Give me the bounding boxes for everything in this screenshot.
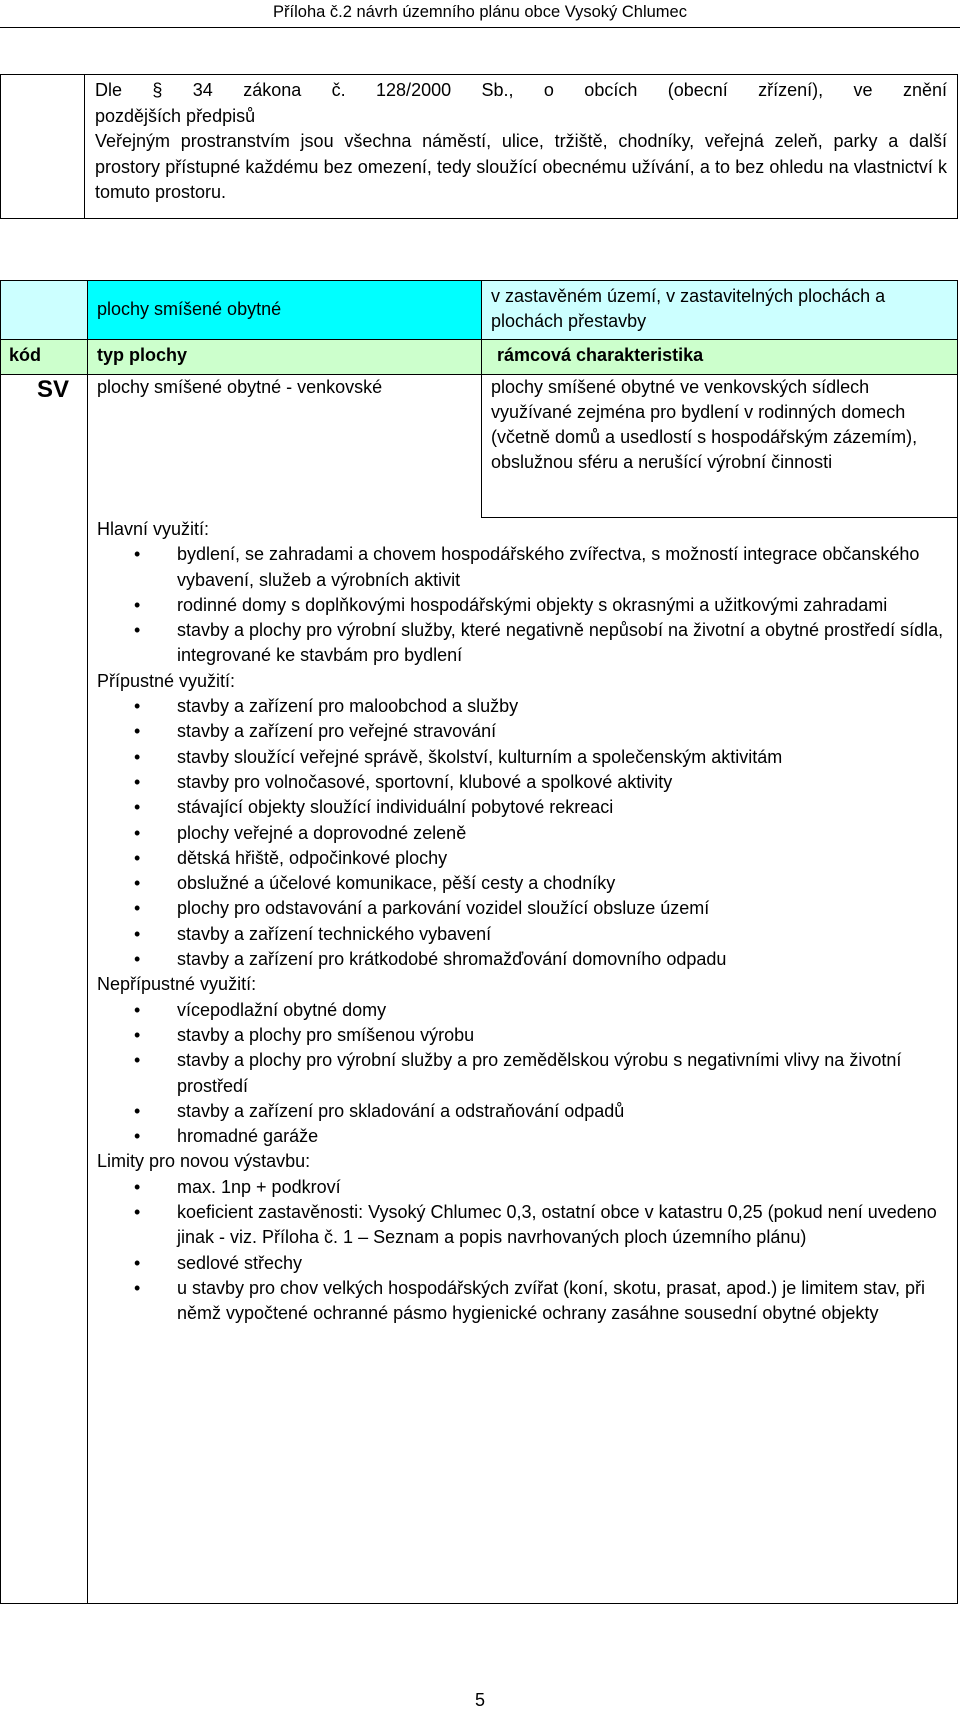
column-header-characteristic: rámcová charakteristika: [497, 345, 704, 365]
bullet-icon: •: [134, 873, 141, 894]
bullet-icon: •: [134, 1252, 141, 1273]
row-divider-1: [1, 339, 957, 340]
list-item: • stavby a zařízení pro skladování a odstraňování odpadů: [97, 1099, 947, 1124]
bullet-icon: •: [134, 999, 141, 1020]
construction-limits-list: [97, 1175, 947, 1327]
bullet-icon: •: [134, 544, 141, 565]
bullet-icon: •: [134, 721, 141, 742]
bullet-icon: •: [134, 1100, 141, 1121]
bullet-icon: •: [134, 620, 141, 641]
law-reference-continued: pozdějších předpisů: [95, 105, 256, 126]
prohibited-use-list: [97, 998, 947, 1150]
column-header-code: kód: [9, 345, 42, 365]
list-item: • obslužné a účelové komunikace, pěší cesty a chodníky: [97, 871, 947, 896]
bullet-icon: •: [134, 923, 141, 944]
public-space-definition-box: [0, 74, 958, 219]
bullet-icon: •: [134, 771, 141, 792]
list-item: • stavby pro volnočasové, sportovní, klubové a spolkové aktivity: [97, 770, 947, 795]
list-item: • u stavby pro chov velkých hospodářských zvířat (koní, skotu, prasat, apod.) je limitem stav, při němž vypočtené ochranné pásmo hygienické ochrany zasáhne sousední obytné objekty: [134, 1277, 925, 1324]
bullet-icon: •: [134, 1176, 141, 1197]
bullet-icon: •: [134, 847, 141, 868]
category-scope: v zastavěném území, v zastavitelných plochách a plochách přestavby: [491, 286, 886, 331]
list-item: • rodinné domy s doplňkovými hospodářskými objekty s okrasnými a užitkovými zahradami: [97, 593, 947, 618]
code-column-divider: [87, 281, 88, 1603]
list-item: • plochy veřejné a doprovodné zeleně: [97, 821, 947, 846]
list-item: • vícepodlažní obytné domy: [97, 998, 947, 1023]
bullet-icon: •: [134, 1126, 141, 1147]
land-use-table: [0, 280, 958, 1604]
column-header-type: typ plochy: [97, 345, 188, 365]
bullet-icon: •: [134, 1050, 141, 1071]
section-title-permitted-use: Přípustné využití:: [97, 670, 236, 691]
list-item: • stavby a zařízení pro maloobchod a služby: [97, 694, 947, 719]
list-item: • dětská hřiště, odpočinkové plochy: [97, 846, 947, 871]
bullet-icon: •: [134, 898, 141, 919]
bullet-icon: •: [134, 797, 141, 818]
type-column-divider: [481, 281, 482, 517]
bullet-icon: •: [134, 1024, 141, 1045]
permitted-use-list: [97, 694, 947, 972]
bullet-icon: •: [134, 822, 141, 843]
definition-text-block: [95, 78, 947, 206]
public-space-definition: Veřejným prostranstvím jsou všechna náměstí, ulice, tržiště, chodníky, veřejná zeleň, parky a další prostory přístupné každému bez omezení, tedy sloužící obecnému užívání, a to bez ohledu na vlastnictví k tomuto prostoru.: [95, 131, 947, 202]
bullet-icon: •: [134, 746, 141, 767]
area-code: SV: [37, 376, 70, 403]
list-item: • stavby a zařízení pro krátkodobé shromažďování domovního odpadu: [97, 947, 947, 972]
section-title-prohibited-use: Nepřípustné využití:: [97, 974, 257, 995]
law-reference: Dle § 34 zákona č. 128/2000 Sb., o obcích (obecní zřízení), ve znění: [95, 80, 947, 100]
list-item: • hromadné garáže: [97, 1124, 947, 1149]
definition-left-column: [1, 75, 85, 218]
section-title-main-use: Hlavní využití:: [97, 519, 210, 539]
bullet-icon: •: [134, 696, 141, 717]
bullet-icon: •: [134, 594, 141, 615]
main-use-list: [97, 542, 947, 668]
category-title: plochy smíšené obytné: [97, 299, 282, 319]
list-item: • stavby a plochy pro výrobní služby, které negativně nepůsobí na životní a obytné prostředí sídla, integrované ke stavbám pro bydlení: [134, 620, 944, 666]
list-item: • koeficient zastavěnosti: Vysoký Chlumec 0,3, ostatní obce v katastru 0,25 (pokud není uvedeno jinak - viz. Příloha č. 1 – Seznam a popis navrhovaných ploch územního plánu): [134, 1202, 937, 1248]
area-characteristic: plochy smíšené obytné ve venkovských sídlech využívané zejména pro bydlení v rodinných domech (včetně domů a usedlostí s hospodářským zázemím), obslužnou sféru a nerušící výrobní činnosti: [491, 377, 918, 472]
list-item: • stavby sloužící veřejné správě, školství, kulturním a společenským aktivitám: [97, 745, 947, 770]
section-title-construction-limits: Limity pro novou výstavbu:: [97, 1151, 311, 1172]
list-item: • sedlové střechy: [97, 1251, 947, 1276]
list-item: • plochy pro odstavování a parkování vozidel sloužící obsluze území: [97, 896, 947, 921]
list-item: • stavby a zařízení technického vybavení: [97, 922, 947, 947]
list-item: • stavby a zařízení pro veřejné stravování: [97, 719, 947, 744]
list-item: • stavby a plochy pro smíšenou výrobu: [97, 1023, 947, 1048]
list-item: • max. 1np + podkroví: [97, 1175, 947, 1200]
bullet-icon: •: [134, 1277, 141, 1298]
bullet-icon: •: [134, 949, 141, 970]
header-rule: [0, 27, 960, 28]
list-item: • stavby a plochy pro výrobní služby a pro zemědělskou výrobu s negativními vlivy na životní prostředí: [134, 1050, 902, 1096]
page-number: 5: [474, 1690, 485, 1710]
list-item: • stávající objekty sloužící individuální pobytové rekreaci: [97, 795, 947, 820]
land-use-regulations: [97, 517, 947, 1327]
list-item: • bydlení, se zahradami a chovem hospodářského zvířectva, s možností integrace občanského vybavení, služeb a výrobních aktivit: [134, 544, 920, 590]
area-type: plochy smíšené obytné - venkovské: [97, 377, 383, 397]
bullet-icon: •: [134, 1202, 141, 1223]
page-header: Příloha č.2 návrh územního plánu obce Vysoký Chlumec: [273, 3, 687, 21]
